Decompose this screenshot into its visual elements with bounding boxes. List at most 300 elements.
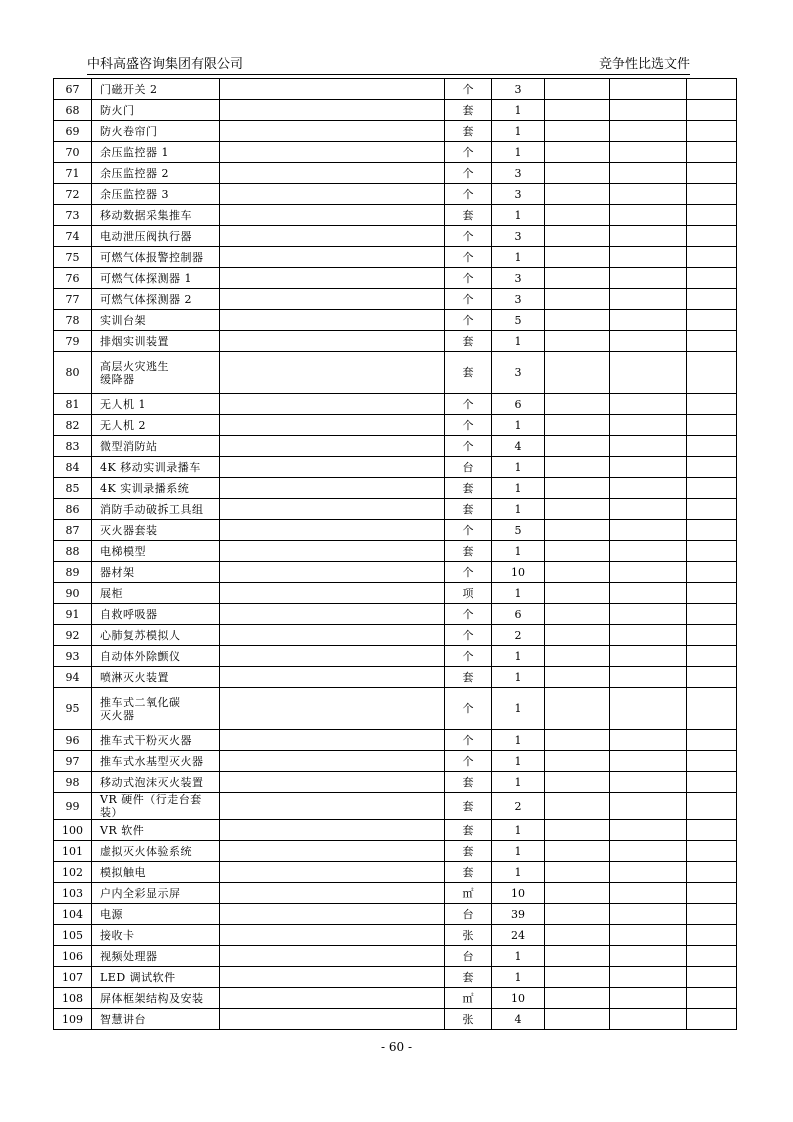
row-number-cell: 79 <box>54 331 92 352</box>
item-name-line: 实训台架 <box>100 313 146 327</box>
blank-cell <box>610 583 687 604</box>
row-number-cell: 71 <box>54 163 92 184</box>
row-number-cell: 102 <box>54 862 92 883</box>
blank-cell <box>610 1009 687 1030</box>
quantity-cell: 1 <box>492 730 545 751</box>
blank-cell <box>687 520 737 541</box>
row-number-cell: 84 <box>54 457 92 478</box>
item-name-cell <box>92 646 220 667</box>
item-name-line: VR 软件 <box>100 823 145 837</box>
page-number: - 60 - <box>380 1040 412 1054</box>
blank-cell <box>545 247 610 268</box>
spec-cell <box>220 457 445 478</box>
blank-cell <box>687 226 737 247</box>
item-name-cell <box>92 904 220 925</box>
quantity-cell: 1 <box>492 820 545 841</box>
item-name-line-2: 灭火器 <box>100 708 135 722</box>
item-name-line: VR 硬件（行走台套装） <box>100 793 202 819</box>
item-name-cell <box>92 268 220 289</box>
blank-cell <box>687 583 737 604</box>
blank-cell <box>545 1009 610 1030</box>
item-name-line: 电源 <box>100 907 123 921</box>
row-number-cell: 89 <box>54 562 92 583</box>
blank-cell <box>687 841 737 862</box>
blank-cell <box>610 562 687 583</box>
item-name-line: 防火门 <box>100 103 135 117</box>
blank-cell <box>610 352 687 394</box>
item-name-cell <box>92 184 220 205</box>
row-number-cell: 68 <box>54 100 92 121</box>
blank-cell <box>610 289 687 310</box>
blank-cell <box>545 289 610 310</box>
unit-cell: 套 <box>445 352 492 394</box>
table-row <box>54 625 737 646</box>
row-number-cell: 103 <box>54 883 92 904</box>
item-name-cell <box>92 352 220 394</box>
blank-cell <box>687 121 737 142</box>
table-row <box>54 478 737 499</box>
item-name-cell <box>92 205 220 226</box>
table-row <box>54 142 737 163</box>
spec-cell <box>220 562 445 583</box>
row-number-cell: 72 <box>54 184 92 205</box>
blank-cell <box>687 820 737 841</box>
table-row <box>54 436 737 457</box>
blank-cell <box>610 688 687 730</box>
unit-cell: 套 <box>445 100 492 121</box>
unit-cell: 套 <box>445 862 492 883</box>
blank-cell <box>687 184 737 205</box>
items-table-body <box>54 79 737 1030</box>
table-row <box>54 946 737 967</box>
blank-cell <box>545 226 610 247</box>
blank-cell <box>545 925 610 946</box>
blank-cell <box>545 436 610 457</box>
blank-cell <box>610 205 687 226</box>
quantity-cell: 10 <box>492 883 545 904</box>
blank-cell <box>687 667 737 688</box>
blank-cell <box>545 79 610 100</box>
blank-cell <box>545 646 610 667</box>
unit-cell: 个 <box>445 79 492 100</box>
item-name-line: 屏体框架结构及安装 <box>100 991 204 1005</box>
unit-cell: 张 <box>445 925 492 946</box>
item-name-line-2: 缓降器 <box>100 372 135 386</box>
blank-cell <box>545 946 610 967</box>
spec-cell <box>220 841 445 862</box>
unit-cell: 套 <box>445 121 492 142</box>
blank-cell <box>610 436 687 457</box>
item-name-line: 消防手动破拆工具组 <box>100 502 204 516</box>
row-number-cell: 83 <box>54 436 92 457</box>
table-row <box>54 925 737 946</box>
table-row <box>54 184 737 205</box>
unit-cell: 套 <box>445 331 492 352</box>
spec-cell <box>220 289 445 310</box>
spec-cell <box>220 751 445 772</box>
row-number-cell: 69 <box>54 121 92 142</box>
quantity-cell: 3 <box>492 79 545 100</box>
blank-cell <box>687 604 737 625</box>
table-row <box>54 862 737 883</box>
spec-cell <box>220 415 445 436</box>
quantity-cell: 10 <box>492 988 545 1009</box>
item-name-cell <box>92 667 220 688</box>
item-name-line: 可燃气体探测器 1 <box>100 271 192 285</box>
blank-cell <box>610 541 687 562</box>
unit-cell: 个 <box>445 604 492 625</box>
blank-cell <box>610 625 687 646</box>
item-name-line: 接收卡 <box>100 928 135 942</box>
table-row <box>54 583 737 604</box>
item-name-cell <box>92 925 220 946</box>
row-number-cell: 104 <box>54 904 92 925</box>
spec-cell <box>220 352 445 394</box>
unit-cell: 个 <box>445 163 492 184</box>
blank-cell <box>545 730 610 751</box>
blank-cell <box>545 478 610 499</box>
spec-cell <box>220 121 445 142</box>
quantity-cell: 1 <box>492 583 545 604</box>
table-row <box>54 205 737 226</box>
quantity-cell: 6 <box>492 394 545 415</box>
spec-cell <box>220 967 445 988</box>
blank-cell <box>545 688 610 730</box>
blank-cell <box>545 499 610 520</box>
unit-cell: 个 <box>445 289 492 310</box>
spec-cell <box>220 541 445 562</box>
blank-cell <box>545 625 610 646</box>
table-row <box>54 541 737 562</box>
unit-cell: 个 <box>445 310 492 331</box>
unit-cell: 个 <box>445 436 492 457</box>
unit-cell: 套 <box>445 205 492 226</box>
item-name-line: 余压监控器 3 <box>100 187 169 201</box>
item-name-cell <box>92 142 220 163</box>
blank-cell <box>687 499 737 520</box>
table-row <box>54 520 737 541</box>
quantity-cell: 6 <box>492 604 545 625</box>
blank-cell <box>545 415 610 436</box>
table-row <box>54 499 737 520</box>
item-name-cell <box>92 751 220 772</box>
blank-cell <box>610 751 687 772</box>
quantity-cell: 1 <box>492 457 545 478</box>
row-number-cell: 75 <box>54 247 92 268</box>
blank-cell <box>687 1009 737 1030</box>
quantity-cell: 1 <box>492 862 545 883</box>
blank-cell <box>545 820 610 841</box>
row-number-cell: 96 <box>54 730 92 751</box>
unit-cell: 个 <box>445 268 492 289</box>
item-name-line: 喷淋灭火装置 <box>100 670 169 684</box>
blank-cell <box>545 604 610 625</box>
blank-cell <box>687 142 737 163</box>
blank-cell <box>545 394 610 415</box>
blank-cell <box>610 457 687 478</box>
item-name-cell <box>92 862 220 883</box>
spec-cell <box>220 583 445 604</box>
table-row <box>54 793 737 820</box>
blank-cell <box>545 793 610 820</box>
blank-cell <box>610 415 687 436</box>
blank-cell <box>687 394 737 415</box>
unit-cell: 个 <box>445 688 492 730</box>
blank-cell <box>687 163 737 184</box>
quantity-cell: 3 <box>492 352 545 394</box>
quantity-cell: 1 <box>492 541 545 562</box>
row-number-cell: 108 <box>54 988 92 1009</box>
row-number-cell: 76 <box>54 268 92 289</box>
blank-cell <box>545 988 610 1009</box>
item-name-line: 防火卷帘门 <box>100 124 158 138</box>
item-name-cell <box>92 841 220 862</box>
spec-cell <box>220 394 445 415</box>
item-name-line: 排烟实训装置 <box>100 334 169 348</box>
blank-cell <box>610 841 687 862</box>
blank-cell <box>610 247 687 268</box>
blank-cell <box>545 142 610 163</box>
unit-cell: 个 <box>445 520 492 541</box>
blank-cell <box>545 883 610 904</box>
blank-cell <box>610 331 687 352</box>
table-row <box>54 79 737 100</box>
blank-cell <box>610 772 687 793</box>
spec-cell <box>220 310 445 331</box>
item-name-cell <box>92 310 220 331</box>
item-name-cell <box>92 457 220 478</box>
item-name-cell <box>92 967 220 988</box>
table-row <box>54 604 737 625</box>
row-number-cell: 92 <box>54 625 92 646</box>
table-row <box>54 646 737 667</box>
unit-cell: 套 <box>445 967 492 988</box>
spec-cell <box>220 820 445 841</box>
item-name-cell <box>92 436 220 457</box>
row-number-cell: 105 <box>54 925 92 946</box>
table-row <box>54 562 737 583</box>
row-number-cell: 81 <box>54 394 92 415</box>
blank-cell <box>545 751 610 772</box>
item-name-line: 器材架 <box>100 565 135 579</box>
item-name-line: 户内全彩显示屏 <box>100 886 181 900</box>
item-name-cell <box>92 1009 220 1030</box>
blank-cell <box>610 184 687 205</box>
row-number-cell: 70 <box>54 142 92 163</box>
row-number-cell: 87 <box>54 520 92 541</box>
spec-cell <box>220 688 445 730</box>
quantity-cell: 1 <box>492 946 545 967</box>
blank-cell <box>545 310 610 331</box>
blank-cell <box>545 268 610 289</box>
quantity-cell: 1 <box>492 688 545 730</box>
blank-cell <box>687 415 737 436</box>
blank-cell <box>610 394 687 415</box>
item-name-line: 心肺复苏模拟人 <box>100 628 181 642</box>
blank-cell <box>610 268 687 289</box>
item-name-line: 微型消防站 <box>100 439 158 453</box>
unit-cell: 个 <box>445 394 492 415</box>
unit-cell: ㎡ <box>445 988 492 1009</box>
unit-cell: 套 <box>445 499 492 520</box>
spec-cell <box>220 988 445 1009</box>
blank-cell <box>545 541 610 562</box>
blank-cell <box>610 667 687 688</box>
unit-cell: 套 <box>445 820 492 841</box>
unit-cell: 个 <box>445 625 492 646</box>
item-name-cell <box>92 520 220 541</box>
item-name-cell <box>92 331 220 352</box>
unit-cell: 套 <box>445 841 492 862</box>
table-row <box>54 820 737 841</box>
item-name-line: 4K 实训录播系统 <box>100 481 190 495</box>
quantity-cell: 5 <box>492 310 545 331</box>
blank-cell <box>545 772 610 793</box>
row-number-cell: 106 <box>54 946 92 967</box>
unit-cell: 个 <box>445 184 492 205</box>
blank-cell <box>610 730 687 751</box>
blank-cell <box>545 184 610 205</box>
item-name-cell <box>92 79 220 100</box>
row-number-cell: 99 <box>54 793 92 820</box>
table-row <box>54 331 737 352</box>
unit-cell: 套 <box>445 541 492 562</box>
spec-cell <box>220 646 445 667</box>
quantity-cell: 4 <box>492 1009 545 1030</box>
item-name-line: 可燃气体探测器 2 <box>100 292 192 306</box>
quantity-cell: 1 <box>492 142 545 163</box>
items-table <box>53 78 737 1030</box>
item-name-cell <box>92 688 220 730</box>
table-row <box>54 310 737 331</box>
blank-cell <box>687 541 737 562</box>
table-row <box>54 226 737 247</box>
quantity-cell: 1 <box>492 121 545 142</box>
item-name-line: 电梯模型 <box>100 544 146 558</box>
unit-cell: 台 <box>445 457 492 478</box>
unit-cell: 个 <box>445 247 492 268</box>
item-name-line: 余压监控器 1 <box>100 145 169 159</box>
blank-cell <box>545 352 610 394</box>
row-number-cell: 109 <box>54 1009 92 1030</box>
unit-cell: 张 <box>445 1009 492 1030</box>
blank-cell <box>687 967 737 988</box>
item-name-line: 推车式干粉灭火器 <box>100 733 192 747</box>
row-number-cell: 86 <box>54 499 92 520</box>
quantity-cell: 1 <box>492 646 545 667</box>
item-name-cell <box>92 289 220 310</box>
row-number-cell: 98 <box>54 772 92 793</box>
blank-cell <box>687 925 737 946</box>
quantity-cell: 39 <box>492 904 545 925</box>
blank-cell <box>545 520 610 541</box>
unit-cell: 个 <box>445 226 492 247</box>
spec-cell <box>220 79 445 100</box>
row-number-cell: 77 <box>54 289 92 310</box>
spec-cell <box>220 730 445 751</box>
unit-cell: 个 <box>445 646 492 667</box>
table-row <box>54 883 737 904</box>
blank-cell <box>687 310 737 331</box>
spec-cell <box>220 793 445 820</box>
unit-cell: 个 <box>445 415 492 436</box>
spec-cell <box>220 1009 445 1030</box>
spec-cell <box>220 520 445 541</box>
blank-cell <box>687 988 737 1009</box>
table-row <box>54 988 737 1009</box>
table-row <box>54 247 737 268</box>
unit-cell: 套 <box>445 478 492 499</box>
unit-cell: 个 <box>445 751 492 772</box>
quantity-cell: 1 <box>492 772 545 793</box>
blank-cell <box>610 946 687 967</box>
table-row <box>54 121 737 142</box>
spec-cell <box>220 226 445 247</box>
item-name-cell <box>92 730 220 751</box>
table-row <box>54 751 737 772</box>
quantity-cell: 3 <box>492 163 545 184</box>
row-number-cell: 88 <box>54 541 92 562</box>
quantity-cell: 3 <box>492 226 545 247</box>
blank-cell <box>687 772 737 793</box>
item-name-cell <box>92 499 220 520</box>
blank-cell <box>687 205 737 226</box>
item-name-line: 虚拟灭火体验系统 <box>100 844 192 858</box>
row-number-cell: 97 <box>54 751 92 772</box>
quantity-cell: 1 <box>492 751 545 772</box>
quantity-cell: 1 <box>492 331 545 352</box>
blank-cell <box>610 820 687 841</box>
row-number-cell: 85 <box>54 478 92 499</box>
item-name-line: 智慧讲台 <box>100 1012 146 1026</box>
spec-cell <box>220 625 445 646</box>
blank-cell <box>545 841 610 862</box>
blank-cell <box>687 946 737 967</box>
item-name-line: 移动数据采集推车 <box>100 208 192 222</box>
table-row <box>54 268 737 289</box>
blank-cell <box>610 310 687 331</box>
blank-cell <box>687 436 737 457</box>
spec-cell <box>220 946 445 967</box>
item-name-line: 电动泄压阀执行器 <box>100 229 192 243</box>
unit-cell: 套 <box>445 793 492 820</box>
item-name-line: 展柜 <box>100 586 123 600</box>
quantity-cell: 1 <box>492 247 545 268</box>
table-row <box>54 667 737 688</box>
blank-cell <box>545 667 610 688</box>
blank-cell <box>610 904 687 925</box>
blank-cell <box>687 247 737 268</box>
spec-cell <box>220 163 445 184</box>
item-name-line: 自动体外除颤仪 <box>100 649 181 663</box>
unit-cell: 套 <box>445 772 492 793</box>
row-number-cell: 73 <box>54 205 92 226</box>
blank-cell <box>687 646 737 667</box>
item-name-line: 推车式二氧化碳 <box>100 695 181 709</box>
unit-cell: 套 <box>445 667 492 688</box>
quantity-cell: 10 <box>492 562 545 583</box>
item-name-line: 无人机 1 <box>100 397 146 411</box>
unit-cell: 个 <box>445 562 492 583</box>
blank-cell <box>687 457 737 478</box>
blank-cell <box>687 562 737 583</box>
table-row <box>54 163 737 184</box>
unit-cell: 个 <box>445 730 492 751</box>
item-name-cell <box>92 478 220 499</box>
table-row <box>54 1009 737 1030</box>
page-header <box>87 56 690 75</box>
item-name-line: 4K 移动实训录播车 <box>100 460 201 474</box>
